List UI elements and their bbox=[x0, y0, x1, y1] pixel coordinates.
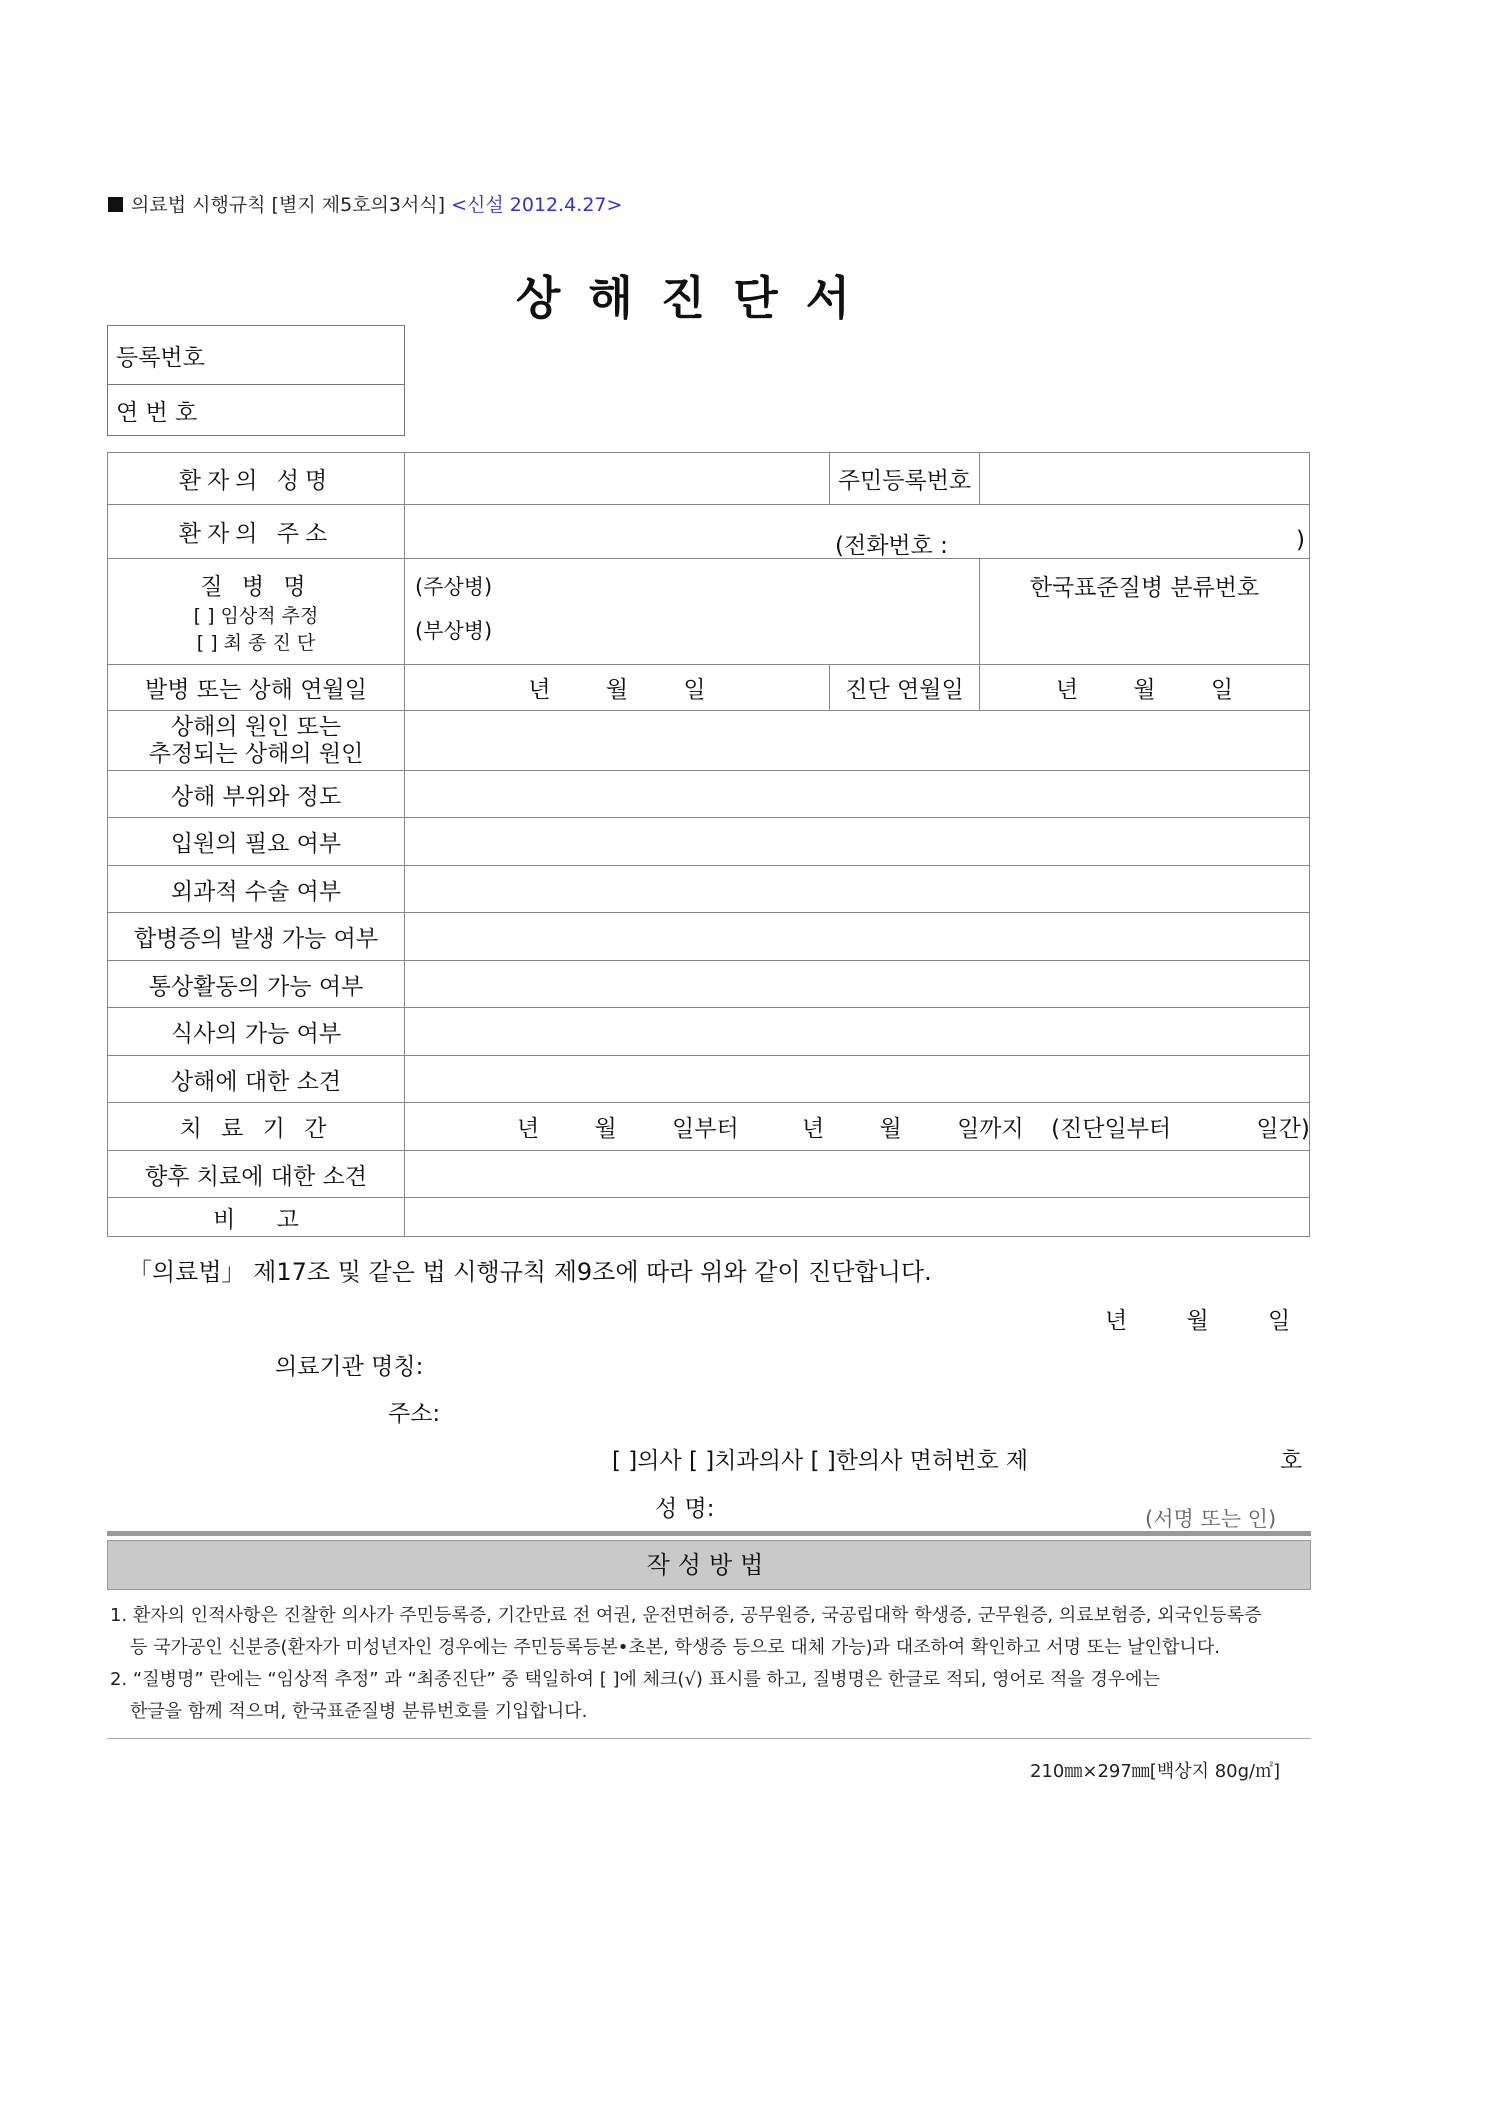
diagnosis-form-table bbox=[107, 452, 1310, 1237]
daily-activity-field[interactable] bbox=[405, 961, 1310, 1008]
complication-field[interactable] bbox=[405, 913, 1310, 961]
injury-site-label: 상해 부위와 정도 bbox=[108, 771, 405, 818]
reg-no-label: 등록번호 bbox=[108, 326, 405, 385]
cause-label-line1: 상해의 원인 또는 bbox=[170, 713, 342, 740]
regulation-ref: 의료법 시행규칙 [별지 제5호의3서식] bbox=[131, 194, 446, 216]
sign-date[interactable]: 년 월 일 bbox=[1105, 1308, 1291, 1334]
institution-address-label: 주소: bbox=[388, 1401, 441, 1427]
guide-item-1-line-1: 1. 환자의 인적사항은 진찰한 의사가 주민등록증, 기간만료 전 여권, 운전면허증, 공무원증, 국공립대학 학생증, 군무원증, 의료보험증, 외국인등록증 bbox=[110, 1605, 1262, 1626]
clinical-estimate-checkbox[interactable]: [ ] 임상적 추정 bbox=[193, 605, 319, 627]
cause-label-line2: 추정되는 상해의 원인 bbox=[148, 740, 364, 767]
guide-body bbox=[110, 1600, 1310, 1728]
final-diagnosis-checkbox[interactable]: [ ] 최 종 진 단 bbox=[196, 632, 316, 654]
surgery-field[interactable] bbox=[405, 866, 1310, 913]
opinion-field[interactable] bbox=[405, 1056, 1310, 1103]
kcd-code-label: 한국표준질병 분류번호 bbox=[1029, 575, 1260, 601]
square-bullet-icon bbox=[108, 197, 123, 212]
remarks-label: 비 고 bbox=[108, 1198, 405, 1237]
phone-label: (전화번호 : bbox=[835, 533, 948, 559]
daily-activity-label: 통상활동의 가능 여부 bbox=[108, 961, 405, 1008]
future-opinion-label: 향후 치료에 대한 소견 bbox=[108, 1151, 405, 1198]
disease-name-label: 질 병 명 bbox=[200, 574, 312, 600]
page-title: 상해진단서 bbox=[515, 271, 879, 325]
bottom-rule bbox=[107, 1738, 1311, 1739]
disease-name-cell bbox=[108, 559, 405, 665]
hospitalization-label: 입원의 필요 여부 bbox=[108, 818, 405, 866]
institution-name-label: 의료기관 명칭: bbox=[275, 1354, 424, 1380]
period-days: (진단일부터 일간) bbox=[1051, 1116, 1310, 1142]
eating-label: 식사의 가능 여부 bbox=[108, 1008, 405, 1056]
certification-statement: 「의료법」 제17조 및 같은 법 시행규칙 제9조에 따라 위와 같이 진단합니다. bbox=[128, 1258, 932, 1286]
period-from: 년 월 일부터 bbox=[517, 1116, 739, 1142]
sub-disease-label: (부상병) bbox=[415, 619, 493, 643]
kcd-code-cell[interactable] bbox=[980, 559, 1310, 665]
main-disease-label: (주상병) bbox=[415, 575, 493, 599]
serial-no-label: 연 번 호 bbox=[108, 385, 405, 436]
onset-date-label: 발병 또는 상해 연월일 bbox=[108, 665, 405, 711]
patient-name-label: 환자의 성명 bbox=[108, 453, 405, 505]
disease-name-field[interactable] bbox=[405, 559, 980, 665]
paper-spec: 210㎜×297㎜[백상지 80g/㎡] bbox=[1030, 1761, 1281, 1782]
treatment-period-label: 치 료 기 간 bbox=[108, 1103, 405, 1151]
future-opinion-field[interactable] bbox=[405, 1151, 1310, 1198]
registration-table bbox=[107, 325, 405, 436]
diagnosis-date-field[interactable]: 년 월 일 bbox=[980, 665, 1310, 711]
license-number-suffix: 호 bbox=[1280, 1448, 1303, 1474]
resident-no-field[interactable] bbox=[980, 453, 1310, 505]
diagnosis-date-label: 진단 연월일 bbox=[830, 665, 980, 711]
license-type-line[interactable]: [ ]의사 [ ]치과의사 [ ]한의사 면허번호 제 bbox=[612, 1448, 1029, 1474]
injury-site-field[interactable] bbox=[405, 771, 1310, 818]
signature-note: (서명 또는 인) bbox=[1145, 1507, 1277, 1531]
hospitalization-field[interactable] bbox=[405, 818, 1310, 866]
complication-label: 합병증의 발생 가능 여부 bbox=[108, 913, 405, 961]
cause-field[interactable] bbox=[405, 711, 1310, 771]
onset-date-field[interactable]: 년 월 일 bbox=[405, 665, 830, 711]
resident-no-label: 주민등록번호 bbox=[830, 453, 980, 505]
guide-heading: 작성방법 bbox=[107, 1540, 1311, 1590]
period-to: 년 월 일까지 bbox=[802, 1116, 1024, 1142]
cause-label bbox=[108, 711, 405, 771]
opinion-label: 상해에 대한 소견 bbox=[108, 1056, 405, 1103]
remarks-field[interactable] bbox=[405, 1198, 1310, 1237]
surgery-label: 외과적 수술 여부 bbox=[108, 866, 405, 913]
eating-field[interactable] bbox=[405, 1008, 1310, 1056]
guide-item-1-line-2: 등 국가공인 신분증(환자가 미성년자인 경우에는 주민등록등본•초본, 학생증 등으로 대체 가능)과 대조하여 확인하고 서명 또는 날인합니다. bbox=[130, 1637, 1220, 1658]
patient-name-field[interactable] bbox=[405, 453, 830, 505]
guide-top-bar bbox=[107, 1531, 1311, 1536]
phone-close: ) bbox=[1296, 527, 1305, 553]
guide-item-2-line-2: 한글을 함께 적으며, 한국표준질병 분류번호를 기입합니다. bbox=[130, 1701, 588, 1722]
signer-name-label: 성 명: bbox=[655, 1496, 715, 1522]
guide-item-2-line-1: 2. “질병명” 란에는 “임상적 추정” 과 “최종진단” 중 택일하여 [ ]에 체크(√) 표시를 하고, 질병명은 한글로 적되, 영어로 적을 경우에는 bbox=[110, 1669, 1161, 1690]
patient-address-field[interactable] bbox=[405, 505, 1310, 559]
treatment-period-field[interactable] bbox=[405, 1103, 1310, 1151]
patient-address-label: 환자의 주소 bbox=[108, 505, 405, 559]
new-tag: <신설 2012.4.27> bbox=[451, 194, 623, 216]
form-header bbox=[108, 190, 622, 217]
